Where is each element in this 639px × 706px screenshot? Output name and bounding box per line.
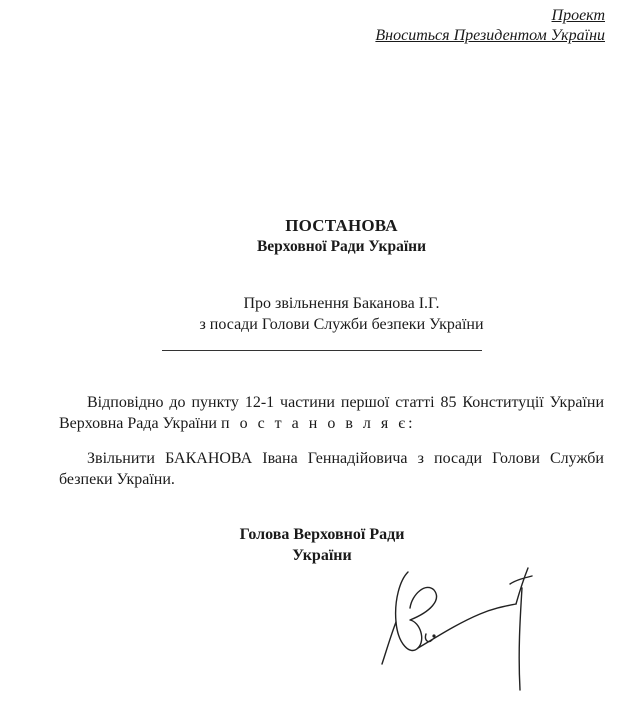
- resolves-word: п о с т а н о в л я є: [221, 415, 409, 432]
- signatory-title: Голова Верховної Ради: [239, 526, 405, 543]
- handwritten-signature: [360, 560, 560, 700]
- separator-rule: [162, 350, 482, 351]
- draft-stamp-label: Проект: [551, 7, 605, 24]
- dismissal-paragraph: [59, 448, 604, 490]
- resolution-paragraph: [59, 392, 604, 434]
- resolution-colon: :: [408, 415, 413, 432]
- subject-line-1: Про звільнення Баканова І.Г.: [243, 295, 440, 312]
- document-title: ПОСТАНОВА: [285, 216, 398, 235]
- resolution-lead-text: Відповідно до пункту 12-1 частини першої статті 85 Конституції України Верховна Рада України: [59, 394, 604, 432]
- document-subtitle: Верховної Ради України: [256, 238, 427, 255]
- signatory-country: України: [292, 547, 352, 564]
- dismissal-text: Звільнити БАКАНОВА Івана Геннадійовича з посади Голови Служби безпеки України.: [59, 450, 604, 488]
- submitted-by-label: Вноситься Президентом України: [375, 27, 605, 44]
- subject-line-2: з посади Голови Служби безпеки України: [199, 316, 484, 333]
